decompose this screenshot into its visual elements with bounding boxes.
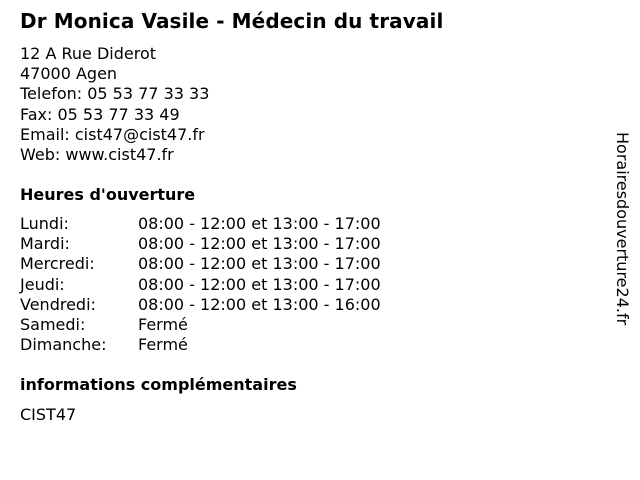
day-label: Mardi: [20, 234, 70, 254]
hours-value: Fermé [138, 335, 188, 355]
hours-row-vendredi [20, 295, 381, 315]
hours-value: 08:00 - 12:00 et 13:00 - 17:00 [138, 274, 381, 294]
hours-value: 08:00 - 12:00 et 13:00 - 17:00 [138, 254, 381, 274]
hours-row-dimanche [20, 335, 381, 355]
contact-block [20, 44, 209, 165]
address-city: 47000 Agen [20, 64, 118, 84]
hours-row-samedi [20, 315, 381, 335]
day-label: Jeudi: [20, 274, 65, 294]
fax-number: Fax: 05 53 77 33 49 [20, 104, 180, 124]
hours-row-jeudi [20, 275, 381, 295]
hours-value: 08:00 - 12:00 et 13:00 - 17:00 [138, 214, 381, 233]
hours-row-lundi [20, 214, 381, 234]
address-street: 12 A Rue Diderot [20, 44, 156, 63]
hours-row-mardi [20, 234, 381, 254]
page-title: Dr Monica Vasile - Médecin du travail [20, 9, 444, 33]
hours-value: Fermé [138, 315, 188, 335]
phone-number: Telefon: 05 53 77 33 33 [20, 84, 210, 104]
info-heading: informations complémentaires [20, 375, 297, 394]
hours-heading: Heures d'ouverture [20, 185, 196, 204]
day-label: Dimanche: [20, 335, 107, 355]
email-address: Email: cist47@cist47.fr [20, 124, 205, 144]
day-label: Lundi: [20, 214, 69, 233]
info-text: CIST47 [20, 405, 77, 424]
hours-row-mercredi [20, 254, 381, 274]
day-label: Vendredi: [20, 294, 96, 314]
watermark: Horairesdouverture24.fr [613, 132, 632, 326]
hours-value: 08:00 - 12:00 et 13:00 - 17:00 [138, 234, 381, 254]
hours-table [20, 214, 381, 355]
website: Web: www.cist47.fr [20, 145, 174, 165]
day-label: Samedi: [20, 315, 86, 335]
hours-value: 08:00 - 12:00 et 13:00 - 16:00 [138, 294, 381, 314]
day-label: Mercredi: [20, 254, 95, 274]
